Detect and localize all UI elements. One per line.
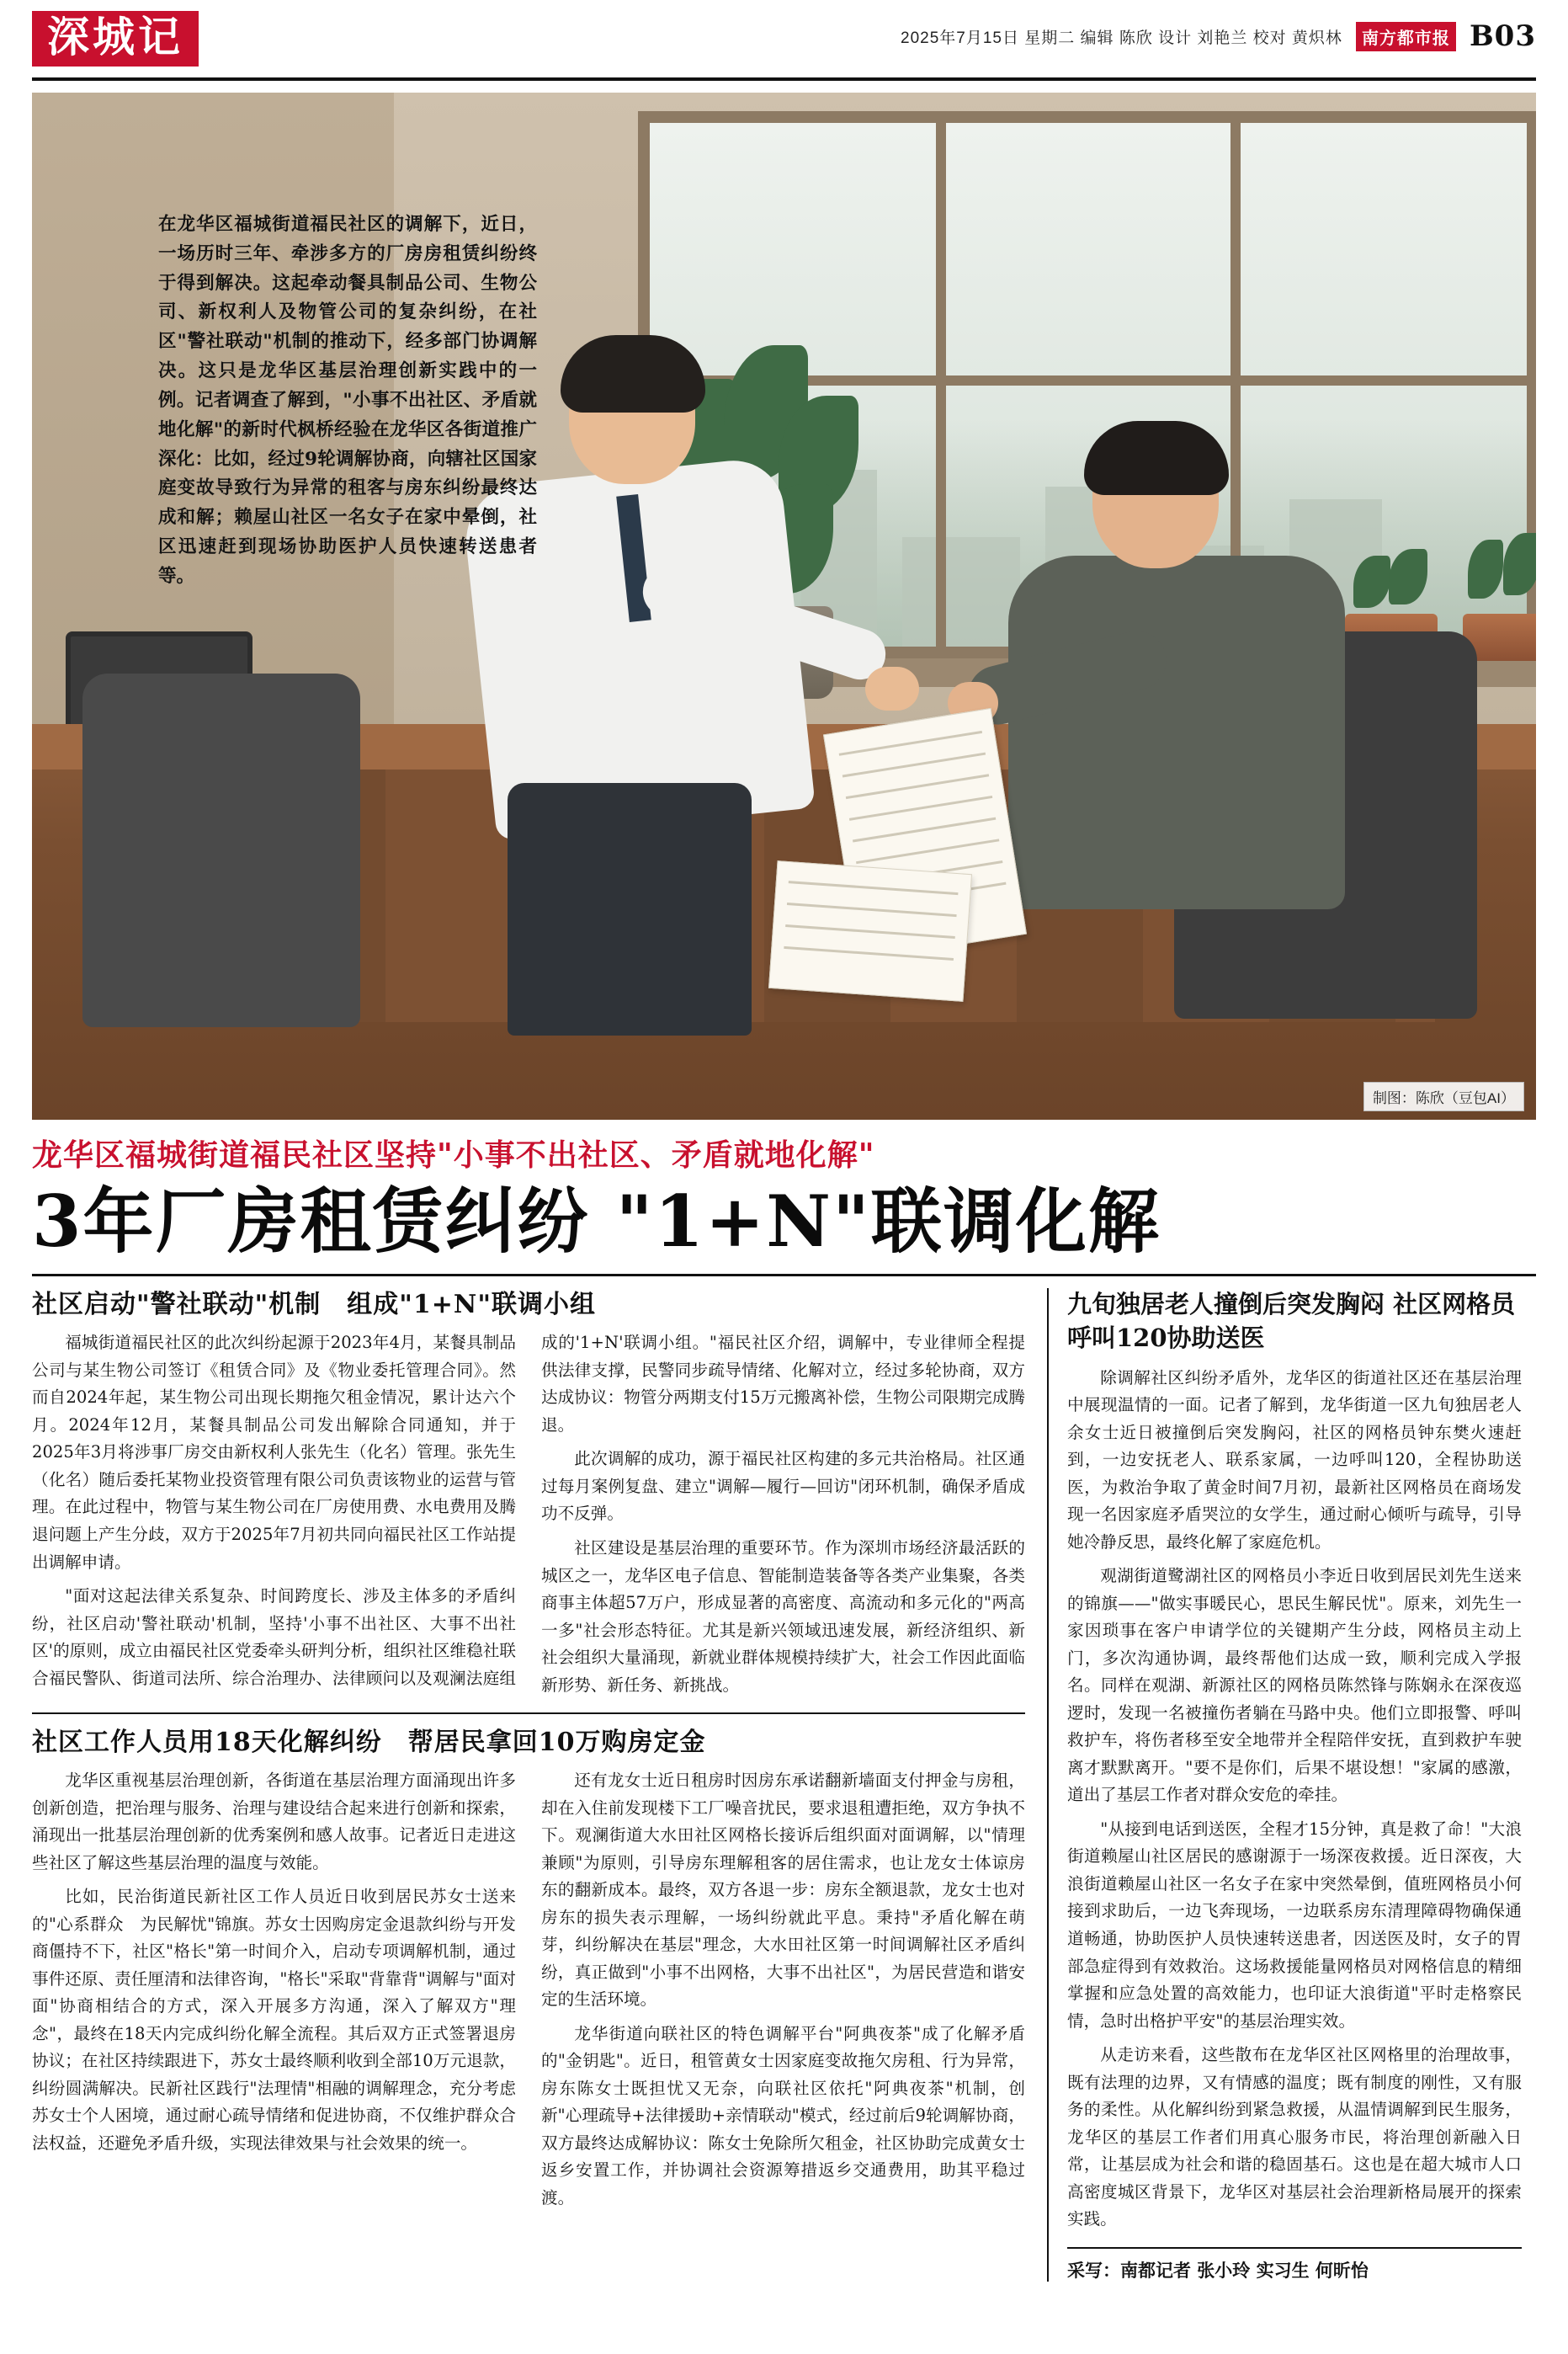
lead-illustration <box>32 93 1536 1120</box>
person-torso <box>1008 556 1345 909</box>
masthead-meta: 2025年7月15日 星期二 编辑 陈欣 设计 刘艳兰 校对 黄炽林 <box>901 29 1342 47</box>
paragraph: 龙华街道向联社区的特色调解平台"阿典夜茶"成了化解矛盾的"金钥匙"。近日，租管黄女士因家庭变故拖欠房租、行为异常，房东陈女士既担忧又无奈，向联社区依托"阿典夜茶"机制，创新"心理疏导+法律援助+亲情联动"模式，经过前后9轮调解协商，双方最终达成解协议：陈女士免除所欠租金，社区协助完成黄女士返乡安置工作，并协调社会资源筹措返乡交通费用，助其平稳过渡。 <box>541 2023 1025 2208</box>
story-three-subhead: 九旬独居老人撞倒后突发胸闷 社区网格员呼叫120协助送医 <box>1067 1290 1516 1352</box>
page-title: 3年厂房租赁纠纷 "1+N"联调化解 <box>32 1180 1161 1263</box>
masthead <box>32 0 1536 81</box>
masthead-left <box>32 11 199 67</box>
paragraph: 还有龙女士近日租房时因房东承诺翻新墙面支付押金与房租，却在入住前发现楼下工厂噪音扰民，要求退租遭拒绝，双方争执不下。观澜街道大水田社区网格长接诉后组织面对面调解，以"情理兼顾"为原则，引导房东理解租客的居住需求，也让龙女士体谅房东的翻新成本。最终，双方各退一步：房东全额退款，龙女士也对房东的损失表示理解，一场纠纷就此平息。秉持"矛盾化解在萌芽，纠纷解决在基层"理念，大水田社区第一时间调解社区矛盾纠纷，真正做到"小事不出网格，大事不出社区"，为居民营造和谐安定的生活环境。 <box>541 1771 1025 2010</box>
office-chair-left <box>82 674 360 1027</box>
paragraph: 除调解社区纠纷矛盾外，龙华区的街道社区还在基层治理中展现温情的一面。记者了解到，龙华街道一区九旬独居老人余女士近日被撞倒后突发胸闷，社区的网格员钟东樊火速赶到，一边安抚老人、联系家属，一边呼叫120，全程协助送医，为救治争取了黄金时间7月初，最新社区网格员在商场发现一名因家庭矛盾哭泣的女学生，通过耐心倾听与疏导，引导她冷静反思，最终化解了家庭危机。 <box>1067 1367 1522 1552</box>
section-logo: 深城记 <box>32 11 199 67</box>
paragraph: 观湖街道鹭湖社区的网格员小李近日收到居民刘先生送来的锦旗——"做实事暖民心，思民生解民忧"。原来，刘先生一家因琐事在客户申请学位的关键期产生分歧，网格员主动上门，多次沟通协调，最终帮他们达成一致，顺利完成入学报名。同样在观湖、新源社区的网格员陈然锋与陈娴永在深夜巡逻时，发现一名被撞伤者躺在马路中央。他们立即报警、呼叫救护车，将伤者移至安全地带并全程陪伴安抚，直到救护车驶离才默默离开。"要不是你们，后果不堪设想！"家属的感激，道出了基层工作者对群众安危的牵挂。 <box>1067 1566 1522 1805</box>
headline-rule <box>32 1274 1536 1276</box>
paragraph: 比如，民治街道民新社区工作人员近日收到居民苏女士送来的"心系群众 为民解忧"锦旗。苏女士因购房定金退款纠纷与开发商僵持不下，社区"格长"第一时间介入，启动专项调解机制，通过事件还原、责任厘清和法律咨询，"格长"采取"背靠背"调解与"面对面"协商相结合的方式，深入开展多方沟通，深入了解双方"理念"，最终在18天内完成纠纷化解全流程。其后双方正式签署退房协议；在社区持续跟进下，苏女士最终顺利收到全部10万元退款，纠纷圆满解决。民新社区践行"法理情"相融的调解理念，充分考虑苏女士个人困境，通过耐心疏导情绪和促进协商，不仅维护群众合法权益，还避免矛盾升级，实现法律效果与社会效果的统一。 <box>32 1887 516 2153</box>
story-one <box>32 1288 1025 1699</box>
right-column-block <box>1047 1288 1522 2282</box>
body-area <box>32 1288 1536 2282</box>
person-resident <box>991 429 1387 1019</box>
paragraph: 福城街道福民社区的此次纠纷起源于2023年4月，某餐具制品公司与某生物公司签订《租赁合同》及《物业委托管理合同》。然而自2024年起，某生物公司出现长期拖欠租金情况，累计达六个月。2024年12月，某餐具制品公司发出解除合同通知，并于2025年3月将涉事厂房交由新权利人张先生（化名）管理。张先生（化名）随后委托某物业投资管理有限公司负责该物业的运营与管理。在此过程中，物管与某生物公司在厂房使用费、水电费用及腾退问题上产生分歧，双方于2025年7月初共同向福民社区工作站提出调解申请。 <box>32 1333 516 1572</box>
illustration-lead-text: 在龙华区福城街道福民社区的调解下，近日，一场历时三年、牵涉多方的厂房房租赁纠纷终于得到解决。这起牵动餐具制品公司、生物公司、新权利人及物管公司的复杂纠纷，在社区"警社联动"机制的推动下，经多部门协调解决。这只是龙华区基层治理创新实践中的一例。记者调查了解到，"小事不出社区、矛盾就地化解"的新时代枫桥经验在龙华区各街道推广深化：比如，经过9轮调解协商，向辖社区国家庭变故导致行为异常的租客与房东纠纷最终达成和解；赖屋山社区一名女子在家中晕倒，社区迅速赶到现场协助医护人员快速转送患者等。 <box>158 214 537 587</box>
paragraph: "面对这起法律关系复杂、时间跨度长、涉及主体多的矛盾纠纷，社区启动'警社联动'机制，坚持'小事不出社区、大事不出社区'的原则，成立由福民社区党委牵头研判分析，组织社区维稳社联合福民警队、街道司法所、综合治理办、法律顾问以及观澜法庭组成的'1+N'联调小组。"福民社区介绍，调解中，专业律师全程提供法律支撑，民警同步疏导情绪、化解对立，经过多轮协商，双方达成协议：物管分两期支付15万元搬离补偿，生物公司限期完成腾退。 <box>32 1333 1025 1688</box>
paragraph: "从接到电话到送医，全程才15分钟，真是救了命！"大浪街道赖屋山社区居民的感谢源于一场深夜救援。近日深夜，大浪街道赖屋山社区一名女子在家中突然晕倒，值班网格员小何接到求助后，一边飞奔现场，一边联系房东清理障碍物确保通道畅通，协助医护人员快速转送患者，因送医及时，女子的胃部急症得到有效救治。这场救援能量网格员对网格信息的精细掌握和应急处置的高效能力，也印证大浪街道"平时走格察民情，急时出格护平安"的基层治理实效。 <box>1067 1819 1522 2031</box>
potted-plant <box>1463 551 1536 661</box>
story-two-subhead: 社区工作人员用18天化解纠纷 帮居民拿回10万购房定金 <box>32 1728 706 1758</box>
person-legs <box>508 783 752 1036</box>
paragraph: 此次调解的成功，源于福民社区构建的多元共治格局。社区通过每月案例复盘、建立"调解—履行—回访"闭环机制，确保矛盾成功不反弹。 <box>541 1449 1025 1524</box>
story-divider <box>32 1712 1025 1714</box>
paper-logo: 南方都市报 <box>1356 22 1456 51</box>
paragraph: 龙华区重视基层治理创新，各街道在基层治理方面涌现出许多创新创造，把治理与服务、治理与建设结合起来进行创新和探索，涌现出一批基层治理创新的优秀案例和感人故事。记者近日走进这些社区了解这些基层治理的温度与效能。 <box>32 1771 516 1872</box>
masthead-right <box>901 19 1536 58</box>
person-hand <box>865 667 919 711</box>
illustration-credit: 制图：陈欣（豆包AI） <box>1363 1082 1524 1111</box>
person-hair <box>561 335 705 413</box>
article-kicker: 龙华区福城街道福民社区坚持"小事不出社区、矛盾就地化解" <box>32 1137 875 1173</box>
story-two-columns <box>32 1767 1025 2212</box>
story-two <box>32 1726 1025 2212</box>
paragraph: 从走访来看，这些散布在龙华区社区网格里的治理故事，既有法理的边界，又有情感的温度；既有制度的刚性，又有服务的柔性。从化解纠纷到紧急救援，从温情调解到民生服务，龙华区的基层工作者们用真心服务市民，将治理创新融入日常，让基层成为社会和谐的稳固基石。这也是在超大城市人口高密度城区背景下，龙华区对基层社会治理新格局展开的探索实践。 <box>1067 2045 1522 2229</box>
paragraph: 社区建设是基层治理的重要环节。作为深圳市场经济最活跃的城区之一，龙华区电子信息、智能制造装备等各类产业集聚，各类商事主体超57万户，形成显著的高密度、高流动和多元化的"两高一多"社会形态特征。尤其是新兴领域迅速发展，新经济组织、新社会组织大量涌现，新就业群体规模持续扩大，社会工作因此面临新形势、新任务、新挑战。 <box>541 1538 1025 1695</box>
story-one-columns <box>32 1329 1025 1699</box>
left-column-block <box>32 1288 1025 2282</box>
article-byline: 采写：南都记者 张小玲 实习生 何昕怡 <box>1067 2247 1522 2282</box>
person-hair <box>1084 421 1229 495</box>
page-number: B03 <box>1469 19 1536 53</box>
story-one-subhead: 社区启动"警社联动"机制 组成"1+N"联调小组 <box>32 1290 596 1320</box>
desk-document <box>768 860 972 1002</box>
